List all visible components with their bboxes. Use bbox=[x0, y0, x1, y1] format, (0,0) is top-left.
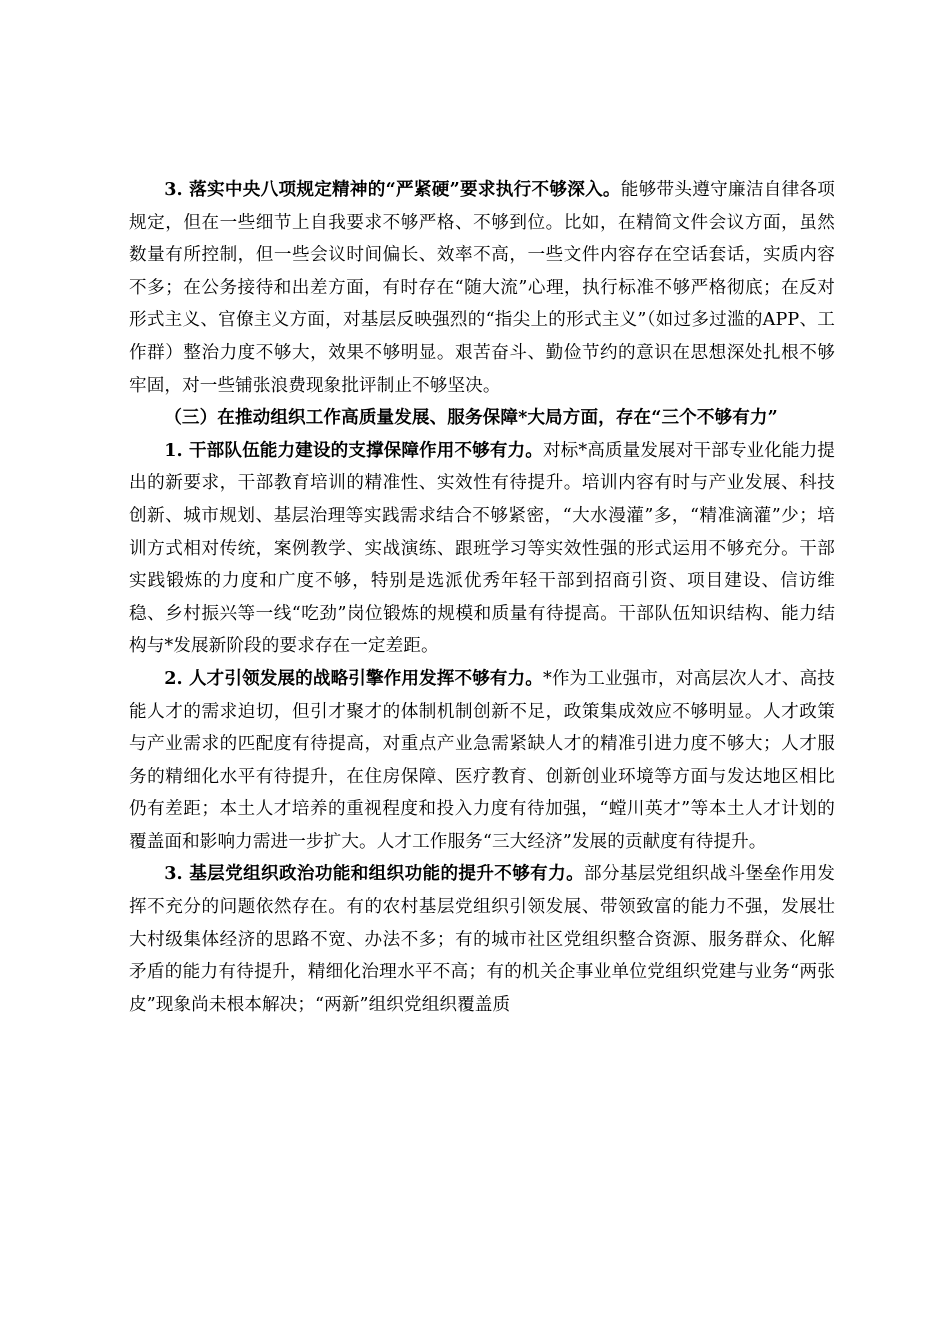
paragraph-2-lead: 1. 干部队伍能力建设的支撑保障作用不够有力。 bbox=[164, 439, 543, 461]
paragraph-1 bbox=[129, 174, 835, 402]
paragraph-3-text: *作为工业强市，对高层次人才、高技能人才的需求迫切，但引才聚才的体制机制创新不足，政策集成效应不够明显。人才政策与产业需求的匹配度有待提高，对重点产业急需紧缺人才的精准引进力度不够大；人才服务的精细化水平有待提升，在住房保障、医疗教育、创新创业环境等方面与发达地区相比仍有差距；本土人才培养的重视程度和投入力度有待加强，“螳川英才”等本土人才计划的覆盖面和影响力需进一步扩大。人才工作服务“三大经济”发展的贡献度有待提升。 bbox=[129, 668, 835, 852]
paragraph-2-text: 对标*高质量发展对干部专业化能力提出的新要求，干部教育培训的精准性、实效性有待提升。培训内容有时与产业发展、科技创新、城市规划、基层治理等实践需求结合不够紧密，“大水漫灌”多，“精准滴灌”少；培训方式相对传统，案例教学、实战演练、跟班学习等实效性强的形式运用不够充分。干部实践锻炼的力度和广度不够，特别是选派优秀年轻干部到招商引资、项目建设、信访维稳、乡村振兴等一线“吃劲”岗位锻炼的规模和质量有待提高。干部队伍知识结构、能力结构与*发展新阶段的要求存在一定差距。 bbox=[129, 440, 835, 657]
paragraph-3-lead: 2. 人才引领发展的战略引擎作用发挥不够有力。 bbox=[164, 667, 543, 689]
paragraph-4-lead: 3. 基层党组织政治功能和组织功能的提升不够有力。 bbox=[164, 863, 585, 885]
document-body bbox=[129, 174, 835, 1021]
paragraph-1-lead: 3. 落实中央八项规定精神的“严紧硬”要求执行不够深入。 bbox=[164, 179, 621, 200]
paragraph-4 bbox=[129, 858, 835, 1021]
paragraph-4-text: 部分基层党组织战斗堡垒作用发挥不充分的问题依然存在。有的农村基层党组织引领发展、带领致富的能力不强，发展壮大村级集体经济的思路不宽、办法不多；有的城市社区党组织整合资源、服务群众、化解矛盾的能力有待提升，精细化治理水平不高；有的机关企事业单位党组织党建与业务“两张皮”现象尚未根本解决；“两新”组织党组织覆盖质 bbox=[129, 864, 835, 1015]
paragraph-3 bbox=[129, 663, 835, 859]
section-heading: （三）在推动组织工作高质量发展、服务保障*大局方面，存在“三个不够有力” bbox=[164, 407, 778, 429]
paragraph-1-text: 能够带头遵守廉洁自律各项规定，但在一些细节上自我要求不够严格、不够到位。比如，在精简文件会议方面，虽然数量有所控制，但一些会议时间偏长、效率不高，一些文件内容存在空话套话，实质内容不多；在公务接待和出差方面，有时存在“随大流”心理，执行标准不够严格彻底；在反对形式主义、官僚主义方面，对基层反映强烈的“指尖上的形式主义”（如过多过滥的APP、工作群）整治力度不够大，效果不够明显。艰苦奋斗、勤俭节约的意识在思想深处扎根不够牢固，对一些铺张浪费现象批评制止不够坚决。 bbox=[129, 180, 835, 396]
paragraph-2 bbox=[129, 435, 835, 663]
